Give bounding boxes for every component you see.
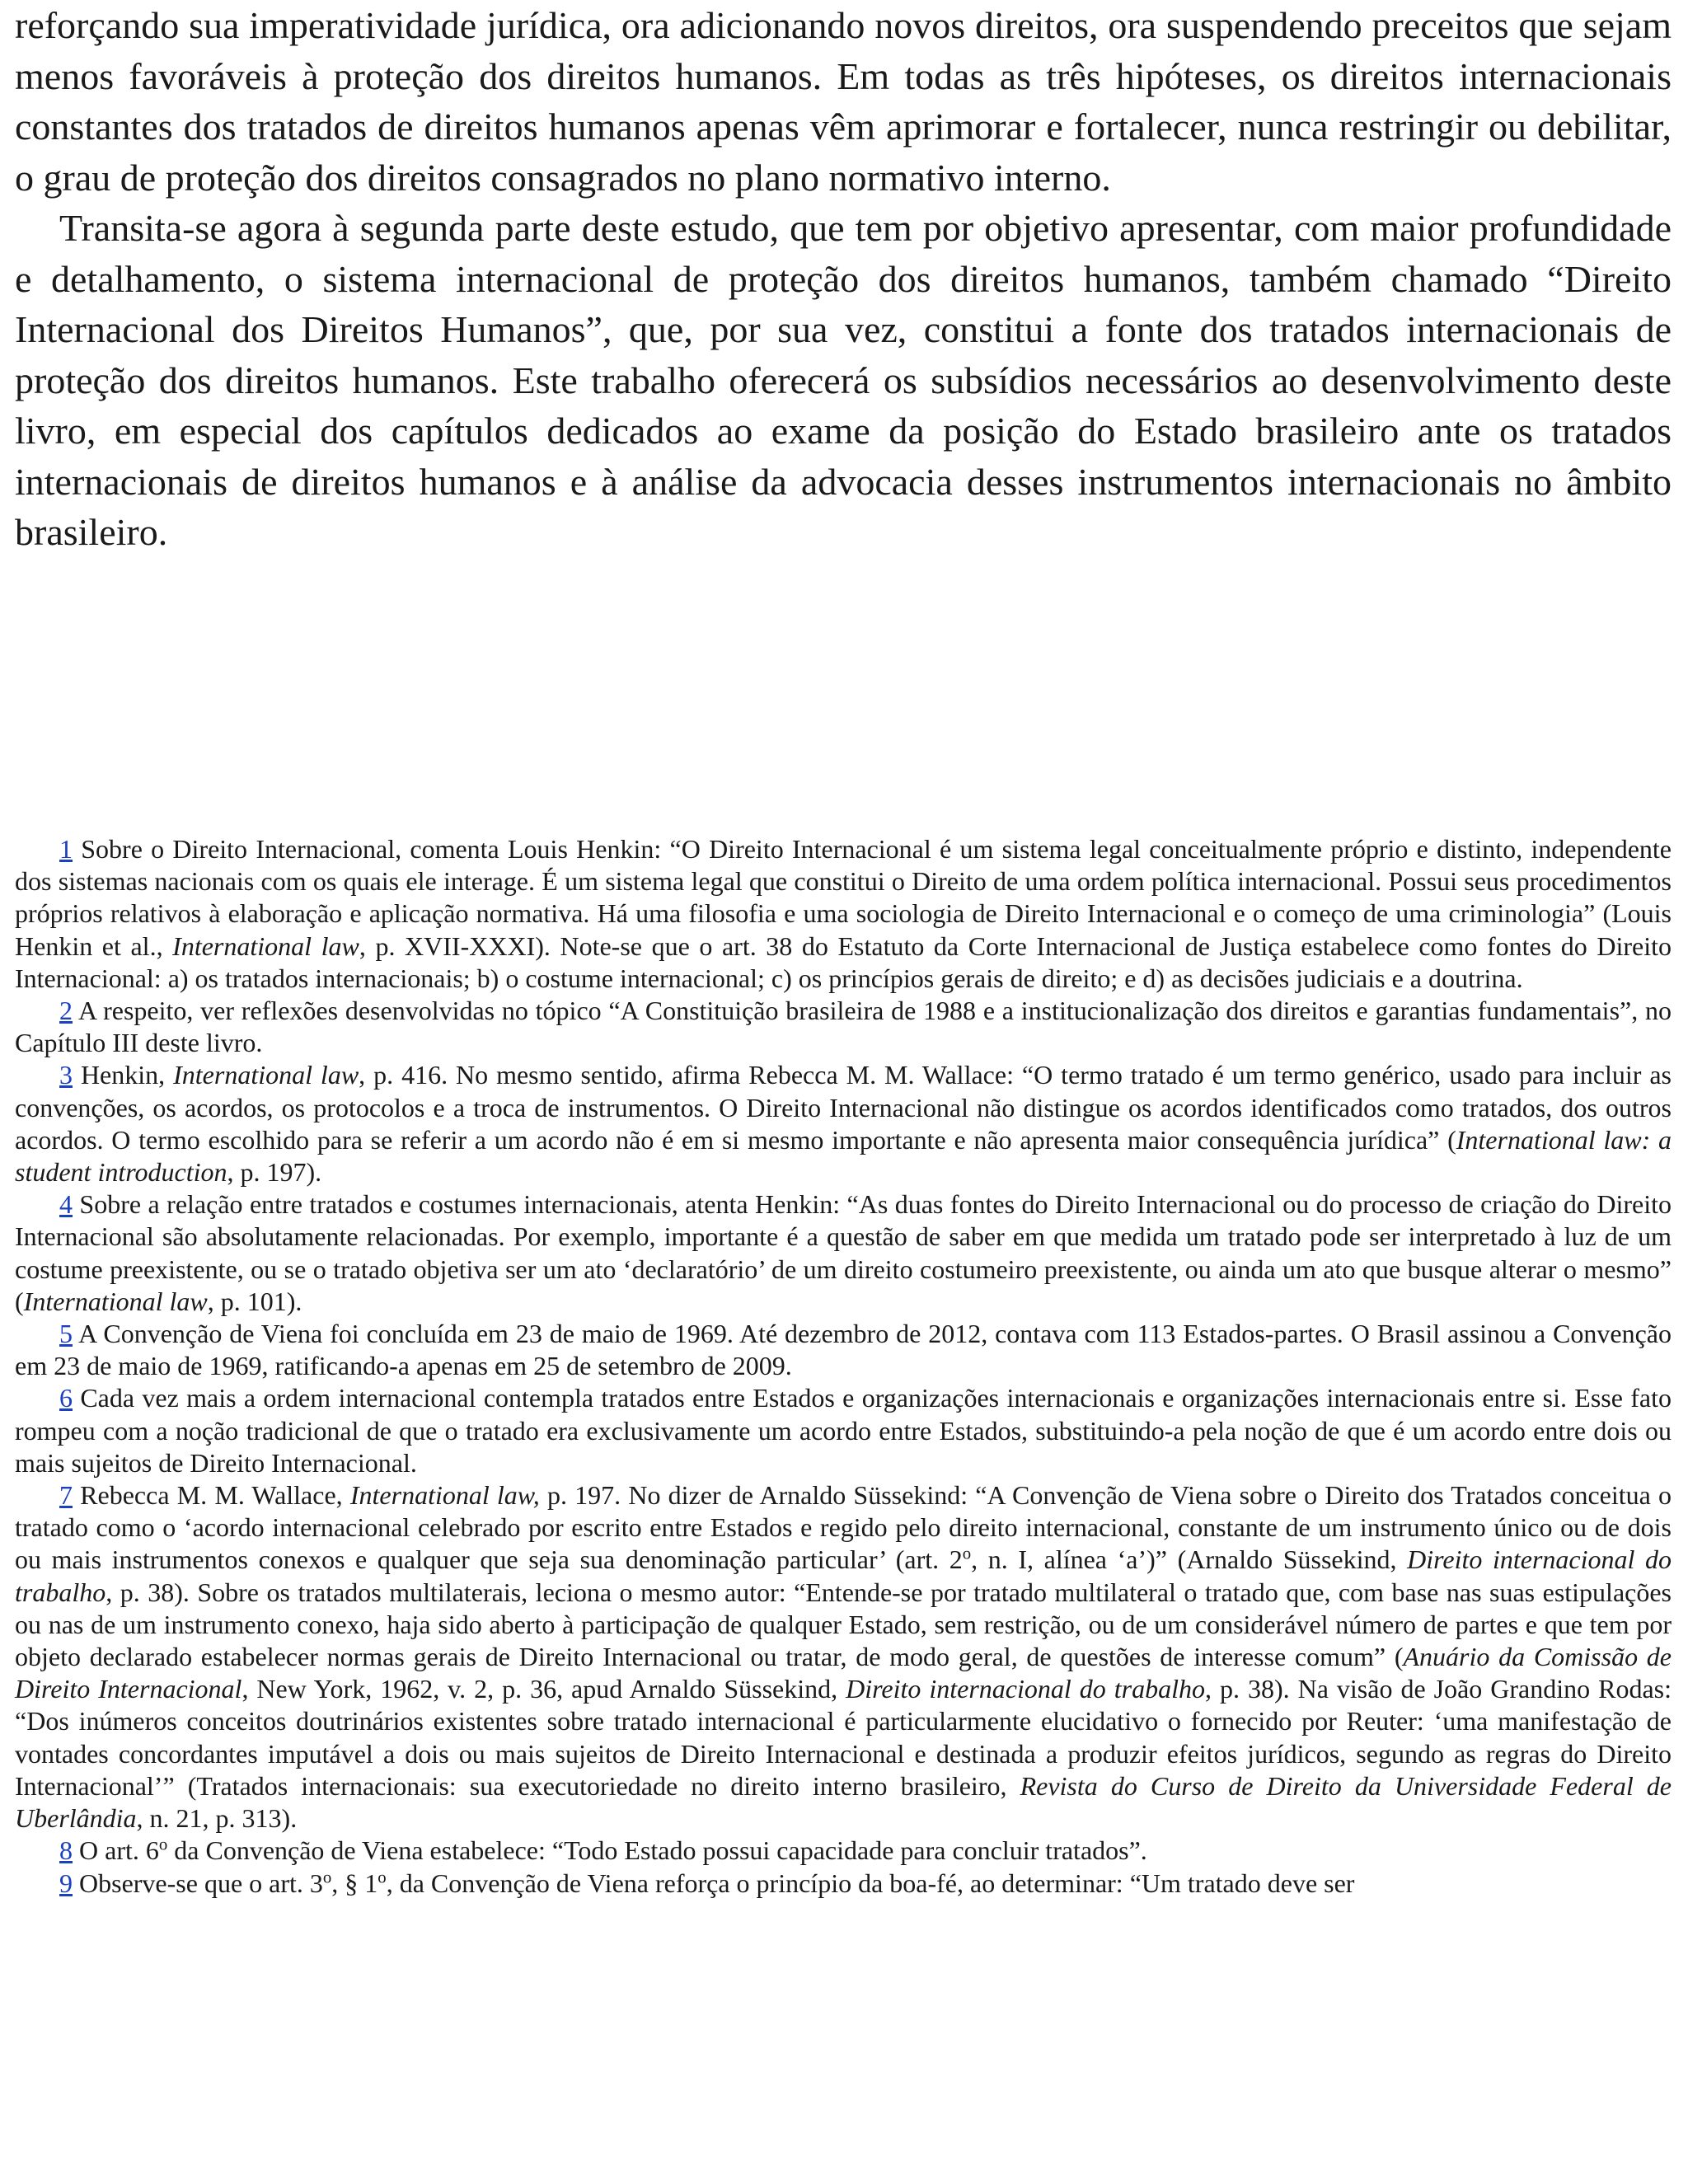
footnote-4 (15, 1188, 1672, 1318)
footnote-text: da Convenção de Viena estabelece: “Todo Estado possui capacidade para concluir tratados”. (167, 1835, 1147, 1866)
footnote-text: Rebecca M. M. Wallace, (73, 1480, 350, 1511)
footnote-text: , § 1 (331, 1868, 378, 1898)
footnote-text: , p. 101). (207, 1286, 302, 1316)
citation-title: Revista do Curso de Direito da Universidade Federal de Uberlândia (15, 1770, 1672, 1834)
ordinal-mark: o (322, 1867, 332, 1886)
footnote-text: A Convenção de Viena foi concluída em 23 de maio de 1969. Até dezembro de 2012, contava com 113 Estados-partes. O Brasil assinou a Convenção em 23 de maio de 1969, ratificando-a apenas em 25 de setembro de 2009. (15, 1319, 1672, 1381)
footnote-9 (15, 1868, 1672, 1900)
paragraph-2: Transita-se agora à segunda parte deste estudo, que tem por objetivo apresentar, com maior profundidade e detalhamento, o sistema internacional de proteção dos direitos humanos, também chamado “Direito Internacional dos Direitos Humanos”, que, por sua vez, constitui a fonte dos tratados internacionais de proteção dos direitos humanos. Este trabalho oferecerá os subsídios necessários ao desenvolvimento deste livro, em especial dos capítulos dedicados ao exame da posição do Estado brasileiro ante os tratados internacionais de direitos humanos e à análise da advocacia desses instrumentos internacionais no âmbito brasileiro. (15, 207, 1672, 553)
footnotes (15, 833, 1672, 1900)
footnote-text: Cada vez mais a ordem internacional contempla tratados entre Estados e organizações internacionais e organizações internacionais entre si. Esse fato rompeu com a noção tradicional de que o tratado era exclusivamente um acordo entre Estados, substituindo-a pela noção de que é um acordo entre dois ou mais sujeitos de Direito Internacional. (15, 1383, 1672, 1478)
paragraph-1: reforçando sua imperatividade jurídica, ora adicionando novos direitos, ora suspendendo preceitos que sejam menos favoráveis à proteção dos direitos humanos. Em todas as três hipóteses, os direitos internacionais constantes dos tratados de direitos humanos apenas vêm aprimorar e fortalecer, nunca restringir ou debilitar, o grau de proteção dos direitos consagrados no plano normativo interno. (15, 4, 1672, 199)
footnote-text: , p. 197). (227, 1157, 322, 1188)
ordinal-mark: o (377, 1867, 387, 1886)
footnote-text: A respeito, ver reflexões desenvolvidas no tópico “A Constituição brasileira de 1988 e a institucionalização dos direitos e garantias fundamentais”, no Capítulo III deste livro. (15, 996, 1672, 1058)
footnote-text: Observe-se que o art. 3 (73, 1868, 323, 1898)
footnote-7 (15, 1479, 1672, 1835)
footnote-link-5[interactable]: 5 (59, 1319, 73, 1349)
footnote-link-4[interactable]: 4 (59, 1189, 73, 1220)
footnote-text: Sobre o Direito Internacional, comenta Louis Henkin: “O Direito Internacional é um sistema legal conceitualmente próprio e distinto, independente dos sistemas nacionais com os quais ele interage. É um sistema legal que constitui o Direito de uma ordem política internacional. Possui seus procedimentos próprios relativos à elaboração e aplicação normativa. Há uma filosofia e uma sociologia de Direito Internacional e o começo de uma criminologia” (Louis Henkin et al., (15, 834, 1672, 961)
citation-title: International law (23, 1286, 208, 1316)
citation-title: Direito internacional do trabalho (15, 1544, 1672, 1607)
footnote-text: , p. XVII-XXXI). Note-se que o art. 38 do Estatuto da Corte Internacional de Justiça estabelece como fontes do Direito Internacional: a) os tratados internacionais; b) o costume internacional; c) os princípios gerais de direito; e d) as decisões judiciais e a doutrina. (15, 930, 1672, 993)
citation-title: International law (173, 1060, 359, 1090)
page (15, 0, 1672, 1898)
footnote-8 (15, 1835, 1672, 1867)
citation-title: International law, (349, 1480, 540, 1511)
footnote-text: , New York, 1962, v. 2, p. 36, apud Arnaldo Süssekind, (241, 1674, 846, 1704)
footnote-text: Sobre a relação entre tratados e costumes internacionais, atenta Henkin: “As duas fontes do Direito Internacional ou do processo de criação do Direito Internacional são absolutamente relacionadas. Por exemplo, importante é a questão de saber em que medida um tratado pode ser interpretado à luz de um costume preexistente, ou se o tratado objetiva ser um ato ‘declaratório’ de um direito costumeiro preexistente, ou ainda um ato que busque alterar o mesmo” ( (15, 1189, 1672, 1316)
footnote-link-3[interactable]: 3 (59, 1060, 73, 1090)
footnote-link-6[interactable]: 6 (59, 1383, 73, 1413)
footnote-3 (15, 1059, 1672, 1188)
footnote-text: p. 197. No dizer de Arnaldo Süssekind: “A Convenção de Viena sobre o Direito dos Tratados conceitua o tratado como o ‘acordo internacional celebrado por escrito entre Estados e regido pelo direito internacional, constante de um instrumento único ou de dois ou mais instrumentos conexos e qualquer que seja sua denominação particular’ (art. 2 (15, 1480, 1672, 1575)
footnote-text: , n. I, alínea ‘a’)” (Arnaldo Süssekind, (971, 1544, 1408, 1575)
footnote-link-8[interactable]: 8 (59, 1835, 73, 1866)
footnote-text: , p. 416. No mesmo sentido, afirma Rebecca M. M. Wallace: “O termo tratado é um termo genérico, usado para incluir as convenções, os acordos, os protocolos e a troca de instrumentos. O Direito Internacional não distingue os acordos identificados como tratados, dos outros acordos. O termo escolhido para se referir a um acordo não é em si mesmo importante e não apresenta maior consequência jurídica” ( (15, 1060, 1672, 1155)
citation-title: Direito internacional do trabalho (846, 1674, 1205, 1704)
footnote-link-7[interactable]: 7 (59, 1480, 73, 1511)
footnote-link-9[interactable]: 9 (59, 1868, 73, 1898)
ordinal-mark: o (158, 1835, 168, 1854)
footnote-text: , n. 21, p. 313). (136, 1803, 298, 1834)
footnote-text: , p. 38). Sobre os tratados multilaterais, leciona o mesmo autor: “Entende-se por tratado multilateral o tratado que, com base nas suas estipulações ou nas de um instrumento conexo, haja sido aberto à participação de qualquer Estado, sem restrição, ou de um considerável número de partes e que tem por objeto declarado estabelecer normas gerais de Direito Internacional ou tratar, de modo geral, de questões de interesse comum” ( (15, 1577, 1672, 1672)
ordinal-mark: o (962, 1544, 972, 1563)
main-text (15, 0, 1672, 558)
footnote-text: , da Convenção de Viena reforça o princípio da boa-fé, ao determinar: “Um tratado deve ser (386, 1868, 1355, 1898)
citation-title: International law: a student introduction (15, 1124, 1672, 1188)
footnote-link-2[interactable]: 2 (59, 996, 73, 1026)
footnote-2 (15, 995, 1672, 1059)
footnote-text: O art. 6 (73, 1835, 159, 1866)
footnote-6 (15, 1382, 1672, 1479)
footnote-1 (15, 833, 1672, 995)
citation-title: International law (172, 930, 359, 961)
footnote-text: Henkin, (73, 1060, 174, 1090)
citation-title: Anuário da Comissão de Direito Internacional (15, 1642, 1672, 1704)
footnote-text: , p. 38). Na visão de João Grandino Rodas: “Dos inúmeros conceitos doutrinários existentes sobre tratado internacional é particularmente elucidativo o fornecido por Reuter: ‘uma manifestação de vontades concordantes imputável a dois ou mais sujeitos de Direito Internacional e destinada a produzir efeitos jurídicos, segundo as regras do Direito Internacional’” (Tratados internacionais: sua executoriedade no direito interno brasileiro, (15, 1674, 1672, 1801)
footnote-link-1[interactable]: 1 (59, 834, 73, 864)
footnote-5 (15, 1318, 1672, 1382)
